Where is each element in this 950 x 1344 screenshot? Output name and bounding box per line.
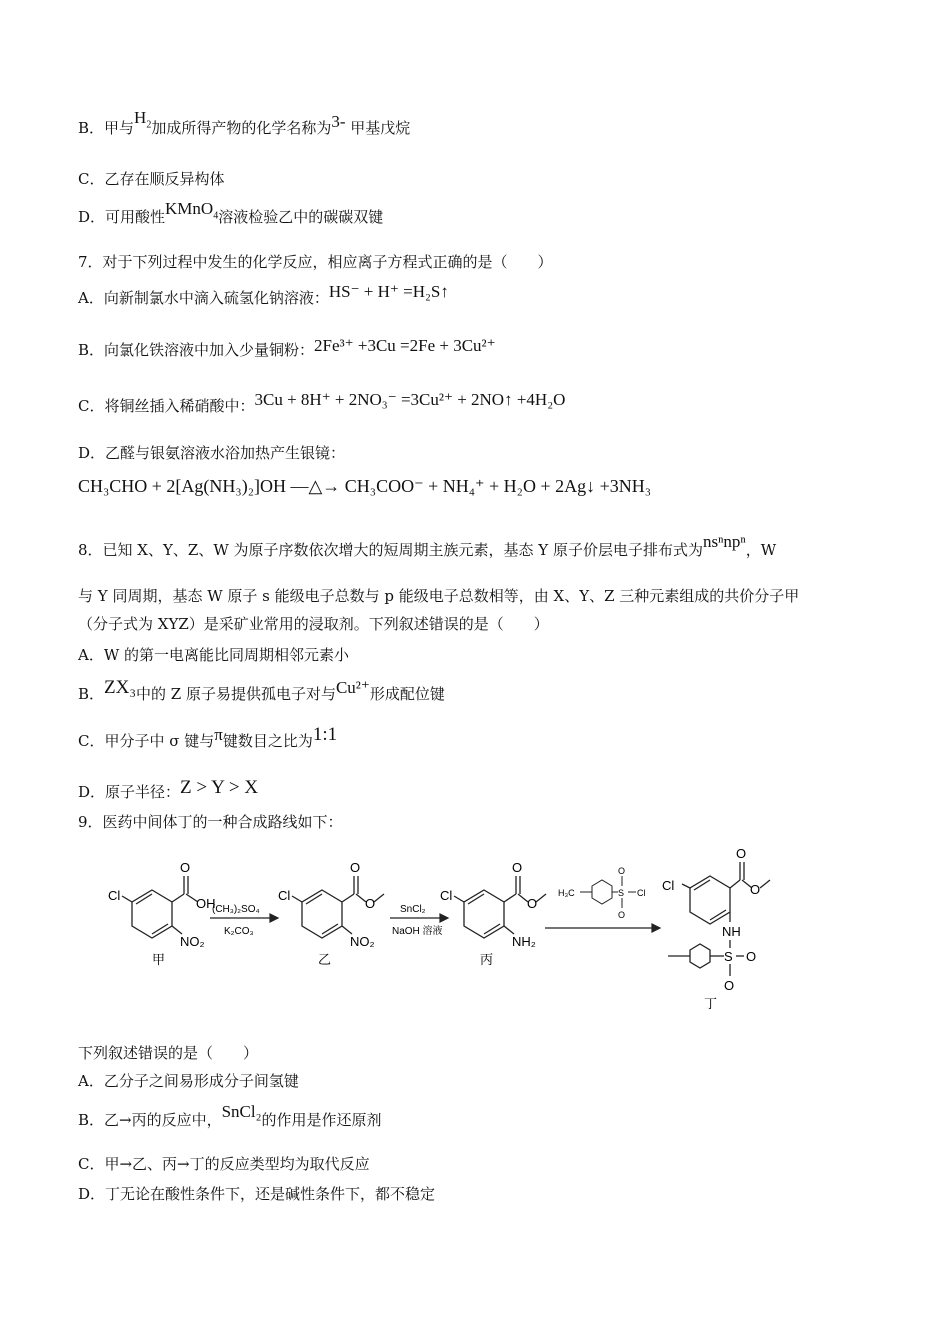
reagent-1-top: (CH₃)₂SO₄: [212, 904, 260, 915]
oxygen-label: O: [180, 860, 191, 875]
oxygen-label: O: [746, 949, 757, 964]
label-bing: 丙: [480, 952, 494, 967]
oxygen-label: O: [512, 860, 523, 875]
label-yi: 乙: [318, 952, 332, 967]
q9-option-a: A．乙分子之间易形成分子间氢键: [78, 1072, 299, 1090]
oxygen-label: O: [527, 896, 538, 911]
oxygen-label: O: [736, 846, 747, 861]
label-jia: 甲: [152, 952, 166, 967]
nh-label: NH: [722, 924, 741, 939]
q8-stem-line2: 与 Y 同周期，基态 W 原子 s 能级电子总数与 p 能级电子总数相等，由 X、Y、Z 三种元素组成的共价分子甲: [78, 587, 800, 605]
oxygen-label: O: [724, 978, 735, 993]
q7-stem: 7．对于下列过程中发生的化学反应，相应离子方程式正确的是（ ）: [78, 253, 553, 271]
q8-stem-line3: （分子式为 XYZ）是采矿业常用的浸取剂。下列叙述错误的是（ ）: [78, 615, 549, 633]
sulfur-label: S: [618, 888, 625, 898]
q9-option-b: B．乙→丙的反应中，SnCl₂的作用是作还原剂: [78, 1102, 382, 1129]
q6-option-b: B．甲与$H_2$加成所得产物的化学名称为3- 甲基戊烷: [78, 108, 411, 137]
label-ding: 丁: [704, 996, 718, 1011]
compound-jia: [122, 876, 198, 938]
chlorine-label: Cl: [662, 878, 675, 893]
reagent-2-bottom: NaOH 溶液: [392, 926, 443, 937]
chlorine-label: Cl: [440, 888, 453, 903]
q8-option-c: C．甲分子中 σ 键与π键数目之比为1:1: [78, 724, 338, 750]
q6-option-d: D．可用酸性KMnO$_4$溶液检验乙中的碳碳双键: [78, 199, 384, 226]
reagent-2-top: SnCl₂: [400, 904, 426, 915]
q7-option-d-equation: CH₃CHO + 2[Ag(NH₃)₂]OH ―△→ CH₃COO⁻ + NH₄⁺ + H₂O + 2Ag↓ +3NH₃: [78, 476, 652, 496]
chlorine-label: Cl: [108, 888, 121, 903]
chlorine-label: Cl: [278, 888, 291, 903]
q7-option-c: C．将铜丝插入稀硝酸中：3Cu + 8H⁺ + 2NO₃⁻ =3Cu²⁺ + 2NO↑ +4H₂O: [78, 390, 566, 415]
oxygen-label: O: [618, 910, 626, 920]
q9-sub-stem: 下列叙述错误的是（ ）: [78, 1044, 259, 1062]
q8-option-d: D．原子半径：Z > Y > X: [78, 777, 259, 801]
sulfur-label: S: [724, 949, 733, 964]
q6-option-c: C．乙存在顺反异构体: [78, 170, 225, 188]
chlorine-label: Cl: [637, 888, 646, 898]
q9-option-c: C．甲→乙、丙→丁的反应类型均为取代反应: [78, 1155, 370, 1173]
q8-stem-line1: 8．已知 X、Y、Z、W 为原子序数依次增大的短周期主族元素，基态 Y 原子价层电子排布式为nsⁿnpⁿ，W: [78, 532, 777, 559]
oxygen-label: O: [750, 882, 761, 897]
oxygen-label: O: [365, 896, 376, 911]
q7-option-a: A．向新制氯水中滴入硫氢化钠溶液：HS⁻ + H⁺ =H₂S↑: [78, 282, 449, 307]
amino-label: NH₂: [512, 934, 536, 949]
q8-option-a: A．W 的第一电离能比同周期相邻元素小: [78, 646, 350, 664]
hydroxyl-label: OH: [196, 896, 216, 911]
reagent-3-methyl: H₃C: [558, 888, 575, 898]
q9-stem: 9．医药中间体丁的一种合成路线如下：: [78, 813, 343, 831]
q7-option-d: D．乙醛与银氨溶液水浴加热产生银镜：: [78, 444, 346, 462]
arrow-3: [545, 924, 660, 932]
oxygen-label: O: [618, 866, 626, 876]
q8-option-b: B．ZX₃中的 Z 原子易提供孤电子对与Cu²⁺形成配位键: [78, 677, 445, 703]
arrow-2: [390, 914, 448, 922]
oxygen-label: O: [350, 860, 361, 875]
q7-option-b: B．向氯化铁溶液中加入少量铜粉：2Fe³⁺ +3Cu =2Fe + 3Cu²⁺: [78, 336, 496, 359]
nitro-label: NO₂: [180, 934, 205, 949]
nitro-label: NO₂: [350, 934, 375, 949]
q9-option-d: D．丁无论在酸性条件下，还是碱性条件下，都不稳定: [78, 1185, 436, 1203]
arrow-1: [210, 914, 278, 922]
reagent-1-bottom: K₂CO₃: [224, 926, 254, 937]
reagent-3-tscl: [580, 876, 636, 908]
synthesis-scheme: [100, 840, 800, 1020]
